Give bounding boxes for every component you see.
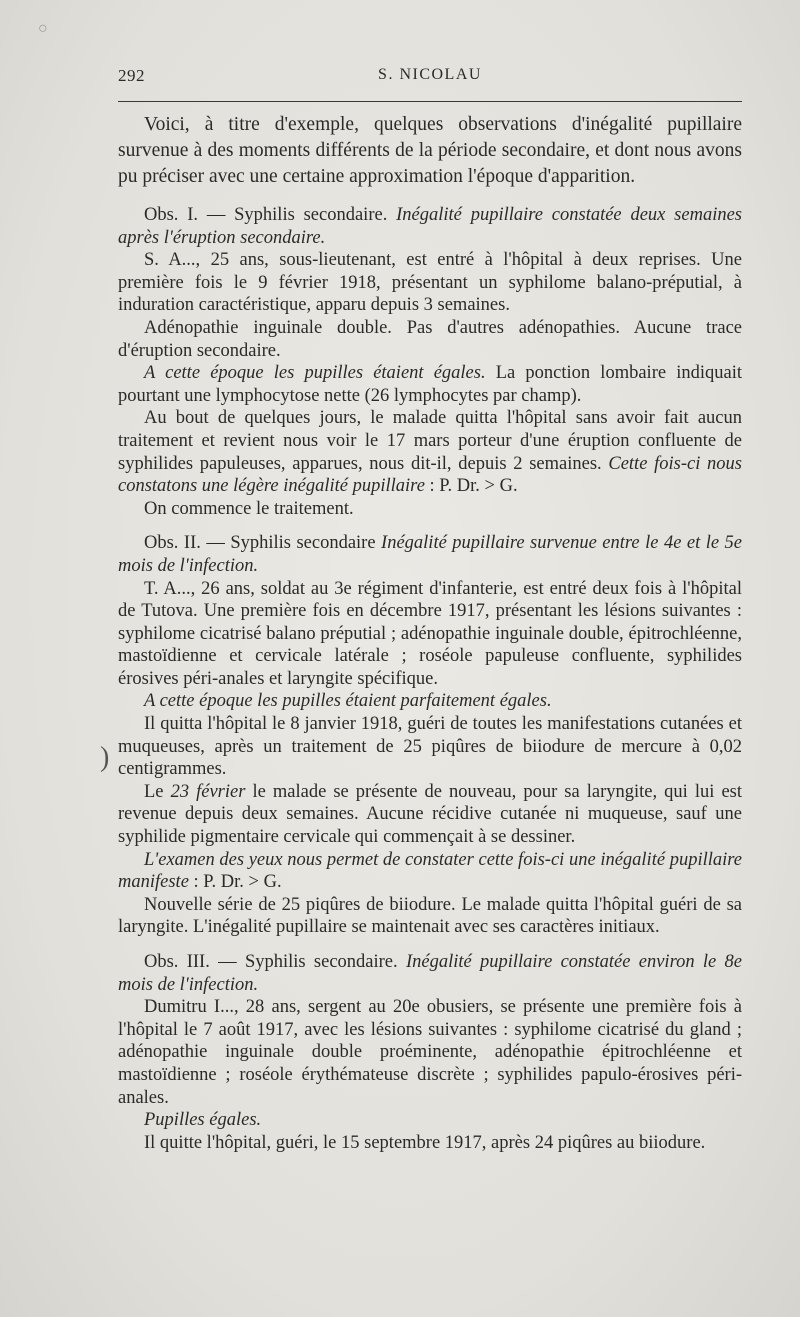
obs2-title-italic: Inégalité pupillaire survenue entre le 4e et le 5e mois de l'infection.	[118, 533, 743, 576]
obs1-p4-italic: Cette fois-ci nous constatons une légère inégalité pupillaire	[118, 453, 742, 497]
obs1-p4-end: : P. Dr. > G.	[424, 476, 518, 497]
obs2-p4-lead: Le	[144, 781, 171, 802]
obs1-paragraph-2: Adénopathie inguinale double. Pas d'autres adénopathies. Aucune trace d'éruption secondaire.	[118, 317, 742, 361]
obs2-paragraph-3: Il quitta l'hôpital le 8 janvier 1918, guéri de toutes les manifestations cutanées et muqueuses, après un traitement de 25 piqûres de biiodure de mercure à 0,02 centigrammes.	[118, 714, 742, 780]
obs2-p2-italic: A cette époque les pupilles étaient parfaitement égales.	[144, 691, 552, 712]
spacer	[118, 939, 742, 951]
scan-artifact-icon: ○	[38, 20, 48, 37]
obs2-paragraph-1: T. A..., 26 ans, soldat au 3e régiment d'infanterie, est entré deux fois à l'hôpital de Tutova. Une première fois en décembre 1917, présentant les lésions suivantes : syphilome cicatrisé balano préputial ; adénopathie inguinale double, épitrochléenne, mastoïdienne et cervicale latérale ; roséole papuleuse confluente, syphilides érosives péri-anales et laryngite spécifique.	[118, 578, 742, 689]
page-number: 292	[118, 66, 145, 85]
obs2-p4-rest: le malade se présente de nouveau, pour sa laryngite, qui lui est revenue depuis deux semaines. Aucune récidive cutanée ni muqueuse, sauf une syphilide pigmentaire cervicale qui commençait à se dessiner.	[118, 781, 742, 848]
spacer	[118, 520, 742, 532]
obs3-title	[118, 951, 742, 996]
obs1-paragraph-5: On commence le traitement.	[144, 498, 354, 519]
obs3-title-italic: Inégalité pupillaire constatée environ le 8e mois de l'infection.	[118, 952, 743, 995]
obs1-p3-italic: A cette époque les pupilles étaient égales.	[144, 363, 486, 384]
obs3-paragraph-3: Il quitte l'hôpital, guéri, le 15 septembre 1917, après 24 piqûres au biiodure.	[144, 1132, 706, 1153]
running-title: S. NICOLAU	[378, 66, 482, 83]
obs3-paragraph-1: Dumitru I..., 28 ans, sergent au 20e obusiers, se présente une première fois à l'hôpital le 7 août 1917, avec les lésions suivantes : syphilome cicatrisé du gland ; adénopathie inguinale double proéminente, adénopathie épitrochléenne et mastoïdienne ; roséole érythémateuse discrète ; syphilides papulo-érosives péri-anales.	[118, 997, 742, 1108]
obs2-paragraph-4	[118, 781, 742, 849]
obs1-title-italic: Inégalité pupillaire constatée deux semaines après l'éruption secondaire.	[118, 205, 742, 248]
obs1-label: Obs. I. — Syphilis secondaire.	[144, 205, 388, 225]
obs2-p5-italic: L'examen des yeux nous permet de constater cette fois-ci une inégalité pupillaire manifeste	[118, 849, 742, 893]
obs2-paragraph-5	[118, 849, 742, 894]
obs1-paragraph-1: S. A..., 25 ans, sous-lieutenant, est entré à l'hôpital à deux reprises. Une première fois le 9 février 1918, présentant un syphilome balano-préputial, à induration caractéristique, apparu depuis 3 semaines.	[118, 250, 742, 316]
obs2-p5-end: : P. Dr. > G.	[188, 872, 282, 893]
obs2-title	[118, 532, 742, 577]
obs1-paragraph-3	[118, 362, 742, 407]
obs3-paragraph-2	[118, 1109, 742, 1132]
article-body	[118, 112, 742, 1154]
intro-paragraph: Voici, à titre d'exemple, quelques observations d'inégalité pupillaire survenue à des moments différents de la période secondaire, et dont nous avons pu préciser avec une certaine approximation l'époque d'apparition.	[118, 114, 742, 187]
obs1-title	[118, 204, 742, 249]
obs1-p4-text: Au bout de quelques jours, le malade quitta l'hôpital sans avoir fait aucun traitement et revient nous voir le 17 mars porteur d'une éruption confluente de syphilides papuleuses, apparues, nous dit-il, depuis 2 semaines.	[118, 408, 742, 474]
page-header	[118, 58, 742, 88]
margin-bracket-icon: )	[100, 742, 110, 773]
obs2-label: Obs. II. — Syphilis secondaire	[144, 533, 376, 554]
obs1-p3-rest: La ponction lombaire indiquait pourtant une lymphocytose nette (26 lymphocytes par champ).	[118, 363, 742, 406]
obs2-paragraph-2	[118, 690, 742, 713]
obs2-p4-italic: 23 février	[170, 781, 246, 802]
obs3-p2-italic: Pupilles égales.	[144, 1110, 262, 1131]
header-rule	[118, 101, 742, 102]
obs2-paragraph-6: Nouvelle série de 25 piqûres de biiodure. Le malade quitta l'hôpital guéri de sa laryngite. L'inégalité pupillaire se maintenait avec ses caractères initiaux.	[118, 894, 742, 938]
obs1-paragraph-4	[118, 407, 742, 497]
obs3-label: Obs. III. — Syphilis secondaire.	[144, 952, 398, 972]
